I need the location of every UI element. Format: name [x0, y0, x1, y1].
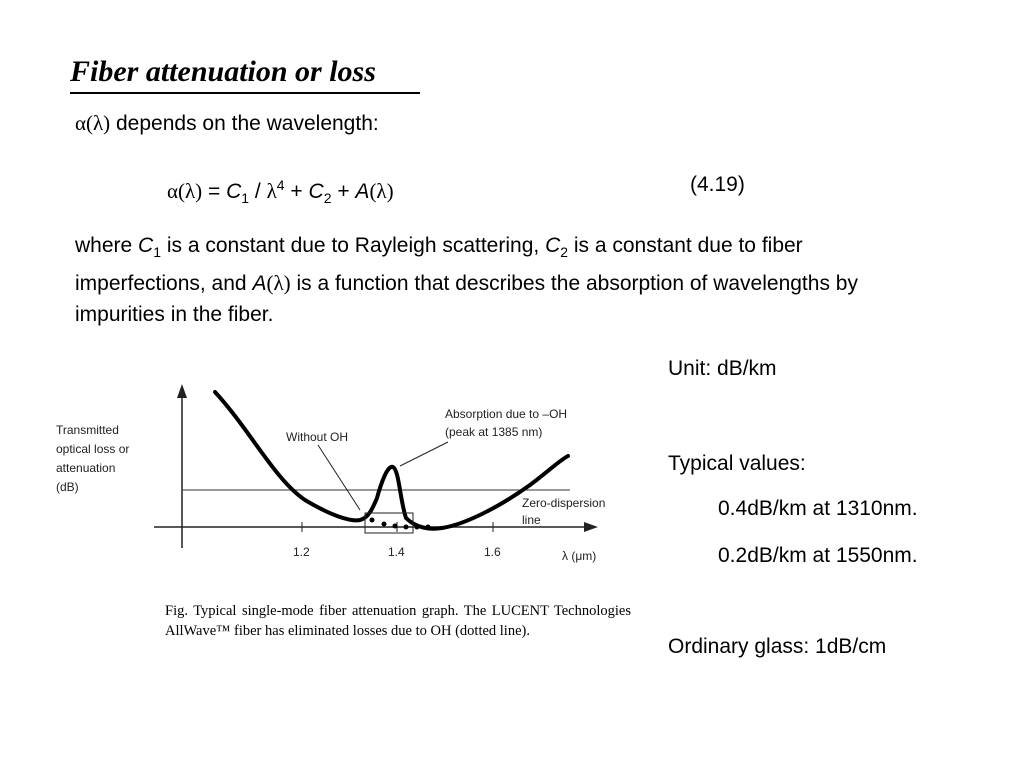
equation-number: (4.19) — [690, 173, 745, 196]
explanation-paragraph — [75, 230, 935, 330]
figure-ylabel-1: Transmitted — [56, 423, 119, 437]
x-axis-arrow — [584, 522, 598, 532]
eq-c1-sub: 1 — [241, 190, 250, 207]
eq-plus-1: + — [284, 180, 309, 203]
y-axis-arrow — [177, 384, 187, 398]
para-text-1: where — [75, 234, 139, 257]
figure-ylabel-3: attenuation — [56, 461, 116, 475]
ordinary-glass-label: Ordinary glass: 1dB/cm — [668, 635, 887, 658]
tick-label-1-4: 1.4 — [388, 545, 405, 559]
eq-plus-2: + — [331, 180, 356, 203]
tick-label-1-6: 1.6 — [484, 545, 501, 559]
unit-label: Unit: dB/km — [668, 357, 777, 380]
para-c1-sub: 1 — [153, 244, 161, 261]
annotation-absorption-1: Absorption due to –OH — [445, 407, 568, 421]
para-a: A — [252, 272, 267, 296]
intro-text: depends on the wavelength: — [110, 112, 379, 135]
title-underline — [70, 92, 420, 94]
without-oh-leader — [318, 445, 360, 510]
para-c2: C — [545, 234, 561, 257]
eq-lhs: α(λ) — [167, 179, 203, 203]
para-c2-sub: 2 — [560, 244, 569, 261]
para-c1: C — [138, 234, 154, 257]
eq-c1: C — [226, 180, 242, 203]
figure-caption: Fig. Typical single-mode fiber attenuation graph. The LUCENT Technologies AllWave™ fiber has eliminated losses due to OH (dotted line). — [165, 603, 631, 639]
annotation-absorption-2: (peak at 1385 nm) — [445, 425, 543, 439]
intro-line — [75, 108, 379, 139]
x-axis-label: λ (μm) — [562, 549, 597, 563]
typical-value-1550: 0.2dB/km at 1550nm. — [718, 544, 918, 567]
annotation-without-oh: Without OH — [286, 430, 349, 444]
eq-power: 4 — [276, 177, 285, 193]
para-text-3: is a constant due to fiber imperfections, and — [75, 234, 803, 296]
figure-ylabel-2: optical loss or — [56, 442, 130, 456]
attenuation-figure — [50, 370, 650, 580]
page-title: Fiber attenuation or loss — [70, 55, 376, 88]
annotation-zero-dispersion-1: Zero-dispersion — [522, 496, 606, 510]
tick-label-1-2: 1.2 — [293, 545, 310, 559]
absorption-leader — [400, 442, 448, 466]
typical-values-label: Typical values: — [668, 452, 806, 475]
equation — [167, 170, 394, 213]
alpha-lambda-symbol: α(λ) — [75, 111, 111, 135]
eq-c2: C — [308, 180, 324, 203]
eq-equals: = — [202, 180, 227, 203]
eq-c2-sub: 2 — [323, 190, 332, 207]
typical-value-1310: 0.4dB/km at 1310nm. — [718, 497, 918, 520]
annotation-zero-dispersion-2: line — [522, 513, 541, 527]
eq-a: A — [355, 180, 370, 203]
figure-ylabel-4: (dB) — [56, 480, 79, 494]
para-a-arg: (λ) — [266, 271, 291, 296]
para-text-2: is a constant due to Rayleigh scattering, — [161, 234, 546, 257]
para-text-4: is a function that describes the absorption of wavelengths by impurities in the fiber. — [75, 272, 858, 327]
eq-a-arg: (λ) — [369, 179, 394, 203]
eq-slash: / — [249, 180, 267, 203]
eq-lambda: λ — [266, 179, 277, 203]
